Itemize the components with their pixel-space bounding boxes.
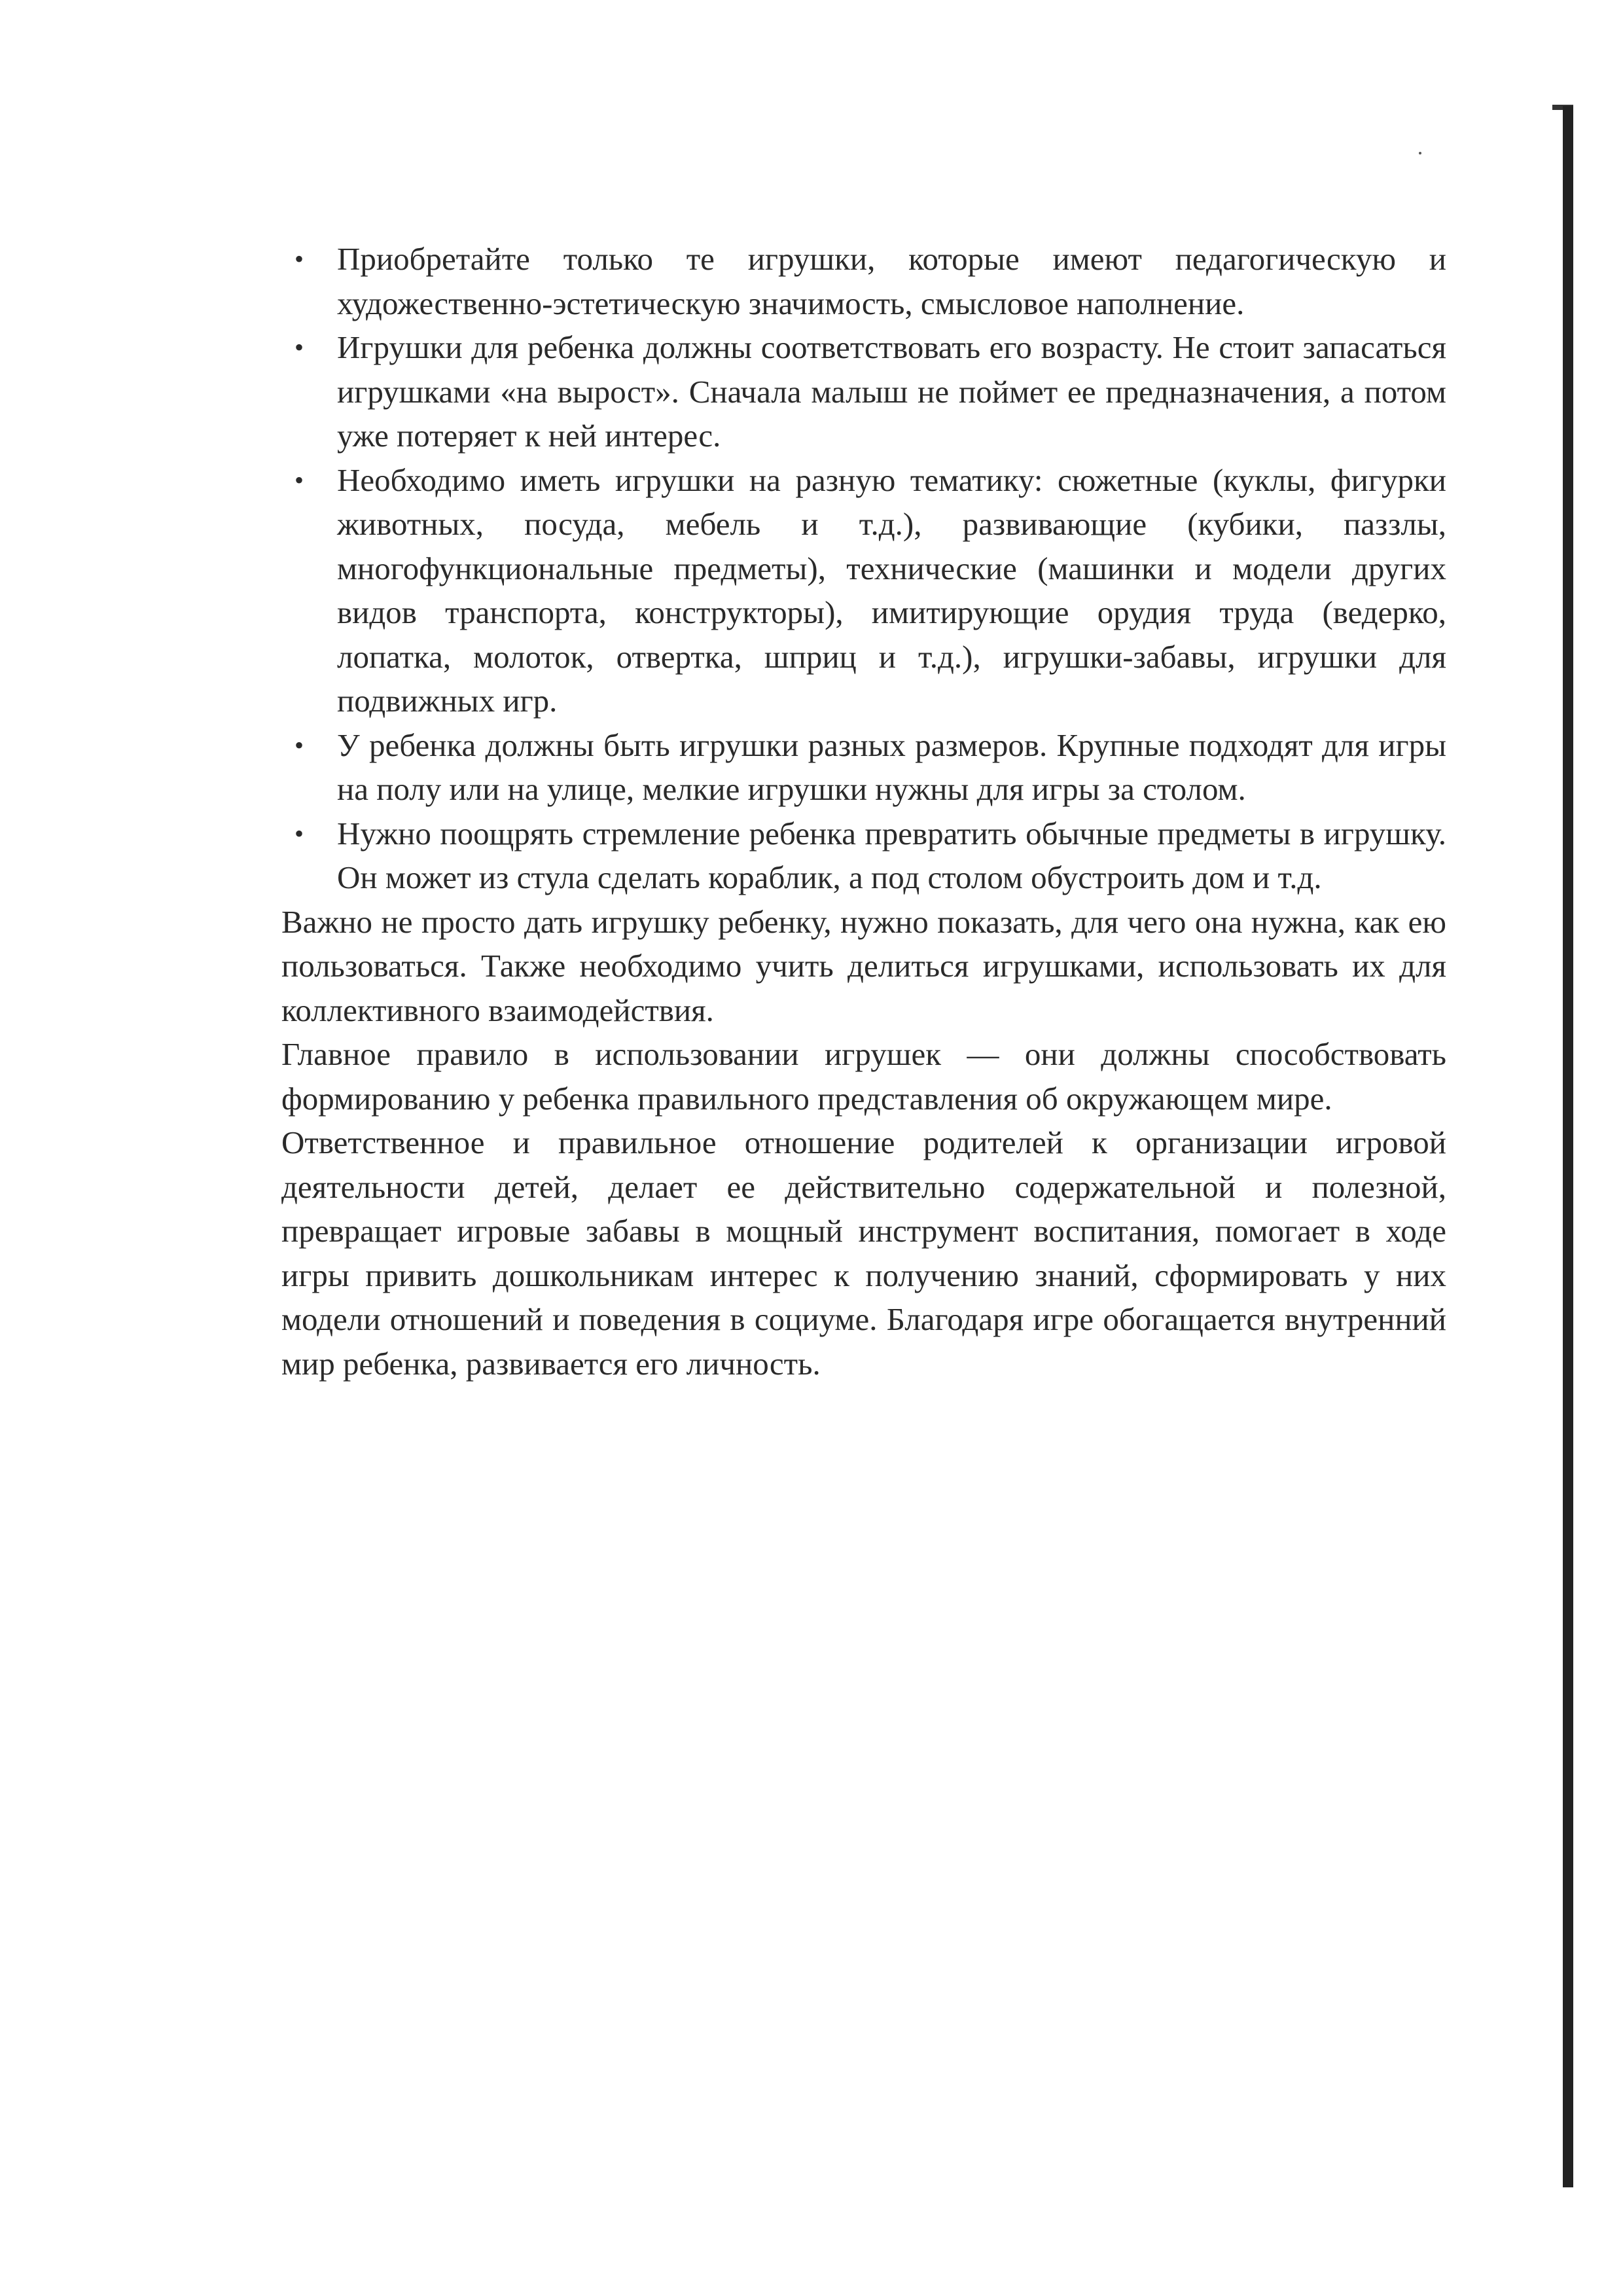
bullet-icon: •	[294, 730, 304, 760]
body-paragraph: Ответственное и правильное отношение родителей к организации игровой деятельности детей, делает ее действительно содержательной и полезной, превращает игровые забавы в мощный инструмент воспитания, помогает в ходе игры привить дошкольникам интерес к получению знаний, сформировать у них модели отношений и поведения в социуме. Благодаря игре обогащается внутренний мир ребенка, развивается его личность.	[281, 1124, 1446, 1382]
bullet-text: Приобретайте только те игрушки, которые имеют педагогическую и художественно-эстетическую значимость, смысловое наполнение.	[337, 241, 1446, 321]
bullet-item	[281, 237, 1446, 325]
bullet-icon: •	[294, 465, 304, 495]
bullet-item	[281, 812, 1446, 900]
bullet-text: Необходимо иметь игрушки на разную тематику: сюжетные (куклы, фигурки животных, посуда, мебель и т.д.), развивающие (кубики, паззлы, многофункциональные предметы), технические (машинки и модели других видов транспорта, конструкторы), имитирующие орудия труда (ведерко, лопатка, молоток, отвертка, шприц и т.д.), игрушки-забавы, игрушки для подвижных игр.	[337, 461, 1446, 719]
document-body	[281, 237, 1446, 1386]
bullet-text: Нужно поощрять стремление ребенка превратить обычные предметы в игрушку. Он может из стула сделать кораблик, а под столом обустроить дом и т.д.	[337, 815, 1446, 895]
bullet-text: Игрушки для ребенка должны соответствовать его возрасту. Не стоит запасаться игрушками «на вырост». Сначала малыш не поймет ее предназначения, а потом уже потеряет к ней интерес.	[337, 329, 1446, 454]
scan-edge	[1563, 106, 1573, 2187]
scan-speck	[1419, 152, 1421, 154]
bullet-text: У ребенка должны быть игрушки разных размеров. Крупные подходят для игры на полу или на улице, мелкие игрушки нужны для игры за столом.	[337, 726, 1446, 807]
bullet-item	[281, 458, 1446, 723]
bullet-icon: •	[294, 818, 304, 848]
body-paragraph: Главное правило в использовании игрушек — они должны способствовать формированию у ребенка правильного представления об окружающем мире.	[281, 1036, 1446, 1117]
bullet-icon: •	[294, 332, 304, 362]
bullet-list	[281, 237, 1446, 900]
bullet-item	[281, 723, 1446, 812]
body-paragraph: Важно не просто дать игрушку ребенку, нужно показать, для чего она нужна, как ею пользоваться. Также необходимо учить делиться игрушками, использовать их для коллективного взаимодействия.	[281, 903, 1446, 1028]
bullet-item	[281, 325, 1446, 458]
bullet-icon: •	[294, 244, 304, 274]
